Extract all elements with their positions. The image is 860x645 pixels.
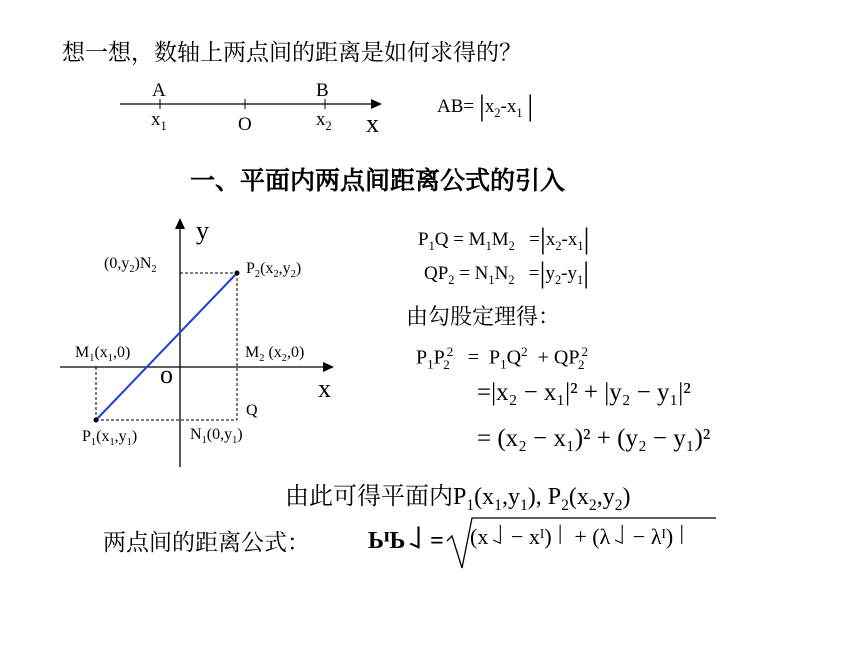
label-m1: $M_1(x_1,0)$ — [75, 344, 131, 365]
number-line-axis-label: x — [366, 109, 379, 138]
pythagoras-heading: 由勾股定理得： — [406, 305, 561, 330]
label-point-b: B — [316, 80, 329, 101]
label-point-a: A — [152, 80, 166, 101]
question-text: 想一想，数轴上两点间的距离是如何求得的？ — [62, 40, 522, 66]
formula-radical-content: (x꒑ − xᴵ)꒐ + (λ꒑ − λᴵ)꒐ — [470, 524, 691, 549]
pythagoras-line-1: $P_1P$ $^2_2 = P_1Q^2$ + QP $^2_2$ — [416, 344, 588, 372]
graph-y-axis-label: y — [196, 216, 209, 245]
label-n2: $(0,y_2)N_2$ — [104, 255, 157, 276]
label-x1: $x_1$ — [151, 109, 167, 133]
number-line-arrow — [371, 99, 382, 109]
point-p1 — [94, 418, 99, 423]
label-p2: $P_2(x_2,y_2)$ — [246, 260, 302, 281]
point-p2 — [235, 271, 240, 276]
label-origin: O — [238, 114, 252, 135]
section-title: 一、平面内两点间距离公式的引入 — [190, 166, 566, 195]
formula-lhs: ЬᴵЬ꒑ = — [368, 528, 444, 554]
label-n1: $N_1(0,y_1)$ — [190, 426, 243, 447]
graph-x-arrow — [323, 362, 334, 372]
label-m2: $M_2$ $(x_2,0)$ — [245, 344, 305, 365]
label-q: Q — [246, 402, 258, 419]
pythagoras-line-2: =|x₂ − x₁|² + |y₂ − y₁|² — [477, 379, 691, 406]
ab-distance-formula: $AB= |x_2-x_1$ | — [437, 89, 534, 122]
label-p1: $P_1(x_1,y_1)$ — [82, 428, 138, 449]
label-x2: $x_2$ — [316, 109, 332, 133]
conclusion-text: 由此可得平面内$P_1(x_1,y_1)$, $P_2(x_2,y_2)$ — [285, 482, 631, 514]
graph-x-axis-label: x — [318, 374, 331, 403]
equation-p1q: $P_1Q = M_1M_2$ $=|x_2-x_1|$ — [418, 222, 590, 255]
equation-qp2: $QP_2 = N_1N_2$ $=|y_2-y_1|$ — [424, 256, 590, 289]
pythagoras-line-3: = (x₂ − x₁)² + (y₂ − y₁)² — [477, 425, 711, 452]
graph-y-arrow — [175, 218, 185, 229]
formula-label: 两点间的距离公式： — [103, 530, 310, 556]
graph-origin-label: o — [160, 360, 173, 389]
